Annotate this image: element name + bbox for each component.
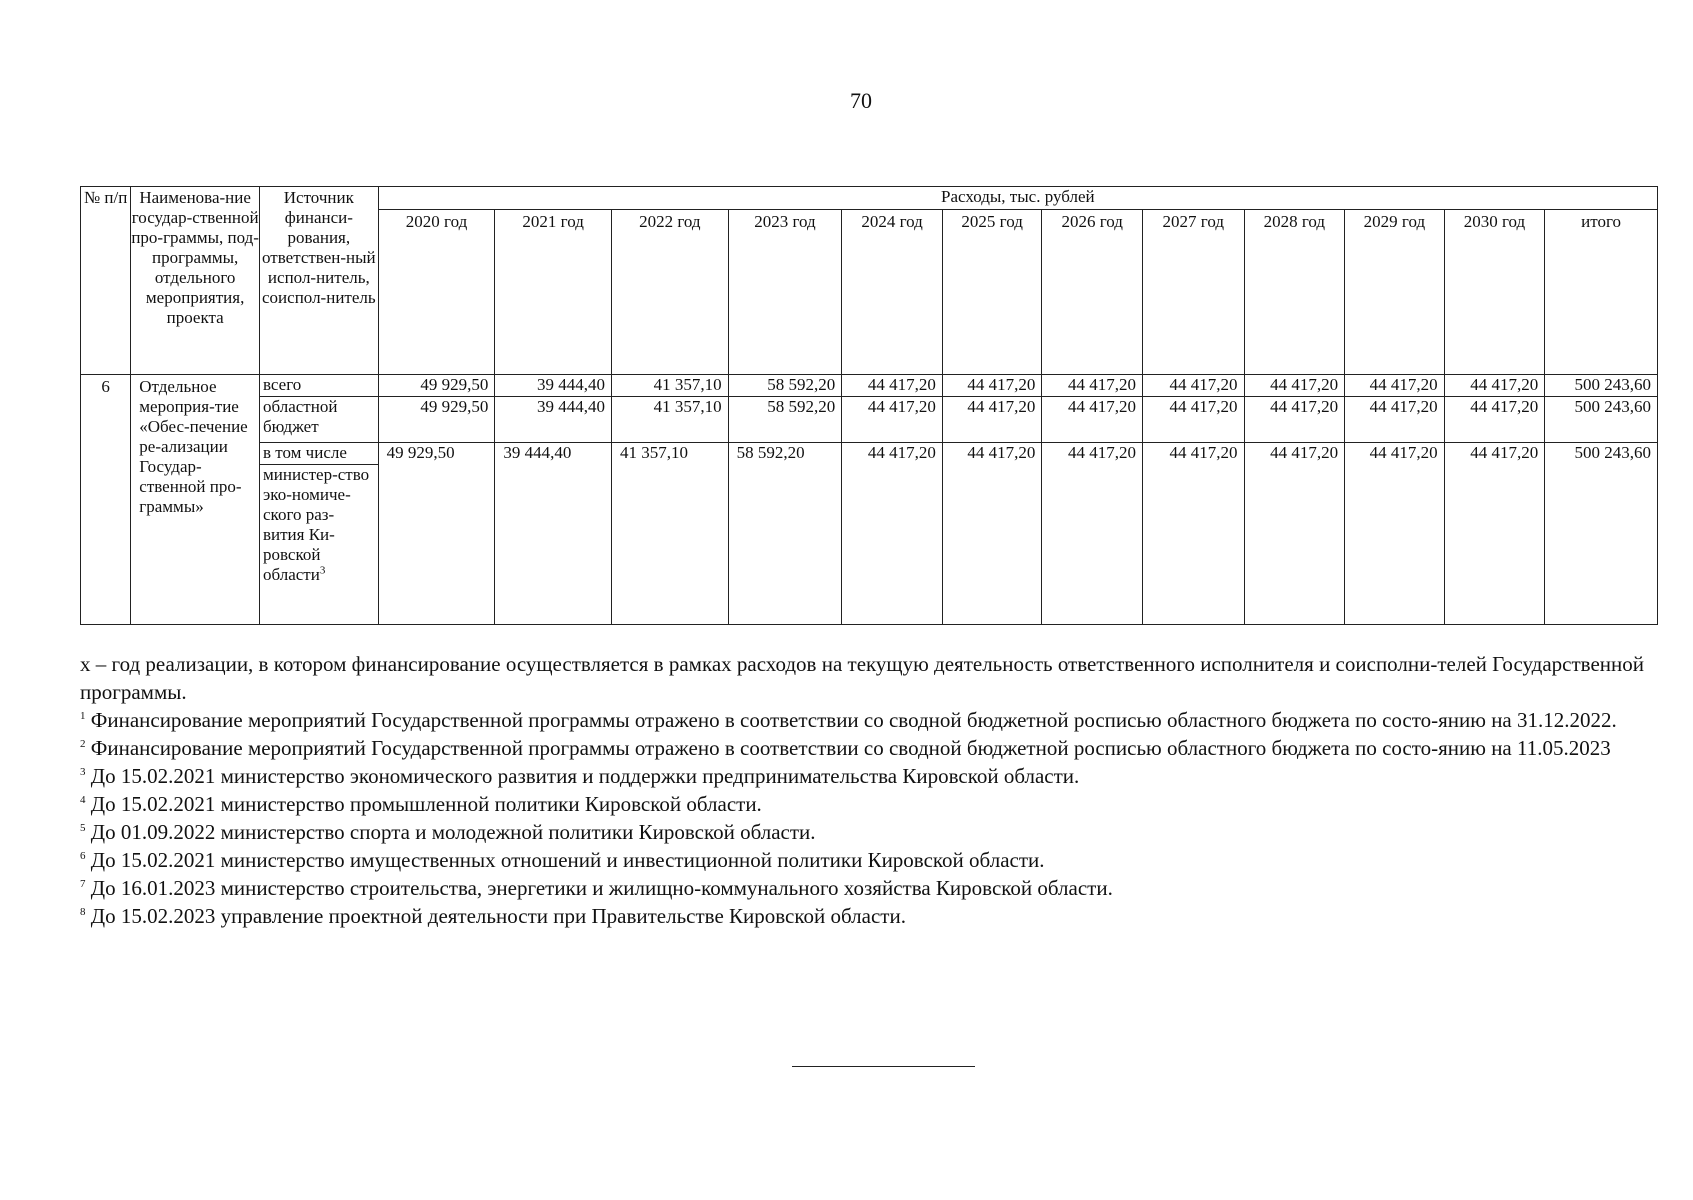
footnote-text: До 15.02.2021 министерство имущественных отношений и инвестиционной политики Кировской области. (85, 848, 1045, 872)
table-row (81, 375, 1658, 397)
footnote-2 (80, 734, 1660, 762)
value-cell: 58 592,20 (728, 397, 842, 443)
footnote-text: До 01.09.2022 министерство спорта и молодежной политики Кировской области. (85, 820, 816, 844)
value-cell: 44 417,20 (1345, 443, 1445, 625)
value-cell: 44 417,20 (842, 375, 943, 397)
header-expenses: Расходы, тыс. рублей (378, 187, 1657, 210)
header-row-top (81, 187, 1658, 210)
header-year: 2020 год (378, 210, 495, 375)
value-cell: 44 417,20 (842, 397, 943, 443)
budget-table (80, 186, 1658, 625)
value-cell: 39 444,40 (495, 397, 612, 443)
value-cell: 44 417,20 (1444, 443, 1545, 625)
value-cell: 41 357,10 (611, 375, 728, 397)
value-cell: 44 417,20 (942, 443, 1042, 625)
footnote-1 (80, 706, 1660, 734)
value-cell: 58 592,20 (728, 443, 842, 625)
value-cell: 44 417,20 (1244, 375, 1345, 397)
footnote-5 (80, 818, 1660, 846)
header-year: 2027 год (1142, 210, 1244, 375)
value-cell: 44 417,20 (1142, 397, 1244, 443)
footnote-text: Финансирование мероприятий Государственной программы отражено в соответствии со сводной бюджетной росписью областного бюджета по состо-янию на 31.12.2022. (85, 708, 1617, 732)
footnote-mark: 6 (80, 850, 86, 862)
value-cell: 41 357,10 (611, 443, 728, 625)
table-row (81, 443, 1658, 465)
source-cell: в том числе (260, 443, 379, 465)
header-year: 2028 год (1244, 210, 1345, 375)
value-cell: 44 417,20 (842, 443, 943, 625)
row-number: 6 (81, 375, 131, 625)
value-cell: 49 929,50 (378, 375, 495, 397)
footnote-text: До 16.01.2023 министерство строительства, энергетики и жилищно-коммунального хозяйства Кировской области. (85, 876, 1113, 900)
footnote-mark: 4 (80, 794, 86, 806)
header-name: Наименова-ние государ-ственной про-граммы, под-программы, отдельного мероприятия, проекта (131, 187, 260, 375)
footnote-mark: 1 (80, 710, 86, 722)
notes-section (80, 650, 1660, 930)
end-rule (792, 1066, 975, 1067)
total-cell: 500 243,60 (1545, 375, 1658, 397)
header-year: 2029 год (1345, 210, 1445, 375)
footnote-text: До 15.02.2021 министерство экономического развития и поддержки предпринимательства Кировской области. (85, 764, 1080, 788)
header-year: 2023 год (728, 210, 842, 375)
footnote-3 (80, 762, 1660, 790)
footnote-4 (80, 790, 1660, 818)
value-cell: 41 357,10 (611, 397, 728, 443)
value-cell: 44 417,20 (1244, 443, 1345, 625)
row-name: Отдельное мероприя-тие «Обес-печение ре-ализации Государ-ственной про-граммы» (131, 375, 260, 625)
value-cell: 49 929,50 (378, 443, 495, 625)
total-cell: 500 243,60 (1545, 443, 1658, 625)
footnote-mark: 8 (80, 906, 86, 918)
footnote-mark: 5 (80, 822, 86, 834)
executor-cell (260, 465, 379, 625)
value-cell: 44 417,20 (1142, 375, 1244, 397)
table-row (81, 397, 1658, 443)
x-note: х – год реализации, в котором финансирование осуществляется в рамках расходов на текущую деятельность ответственного исполнителя и соисполни-телей Государственной программы. (80, 652, 1645, 704)
footnote-8 (80, 902, 1660, 930)
value-cell: 44 417,20 (1042, 375, 1143, 397)
footnote-mark: 2 (80, 738, 86, 750)
value-cell: 44 417,20 (942, 375, 1042, 397)
executor-text: министер-ство эко-номиче-ского раз-вития Ки-ровской области (263, 465, 370, 584)
value-cell: 58 592,20 (728, 375, 842, 397)
header-source: Источник финанси-рования, ответствен-ный испол-нитель, соиспол-нитель (260, 187, 379, 375)
header-year: 2021 год (495, 210, 612, 375)
value-cell: 39 444,40 (495, 443, 612, 625)
value-cell: 44 417,20 (1444, 397, 1545, 443)
header-year: 2026 год (1042, 210, 1143, 375)
value-cell: 44 417,20 (1345, 375, 1445, 397)
source-cell: всего (260, 375, 379, 397)
header-year: 2030 год (1444, 210, 1545, 375)
source-cell: областной бюджет (260, 397, 379, 443)
total-cell: 500 243,60 (1545, 397, 1658, 443)
footnote-7 (80, 874, 1660, 902)
value-cell: 44 417,20 (1142, 443, 1244, 625)
value-cell: 44 417,20 (942, 397, 1042, 443)
footnote-mark: 7 (80, 878, 86, 890)
header-year: 2025 год (942, 210, 1042, 375)
value-cell: 49 929,50 (378, 397, 495, 443)
footnote-mark: 3 (80, 766, 86, 778)
value-cell: 39 444,40 (495, 375, 612, 397)
footnote-6 (80, 846, 1660, 874)
value-cell: 44 417,20 (1042, 397, 1143, 443)
footnote-text: Финансирование мероприятий Государственной программы отражено в соответствии со сводной бюджетной росписью областного бюджета по состо-янию на 11.05.2023 (85, 736, 1611, 760)
header-total: итого (1545, 210, 1658, 375)
header-year: 2024 год (842, 210, 943, 375)
footnote-text: До 15.02.2023 управление проектной деятельности при Правительстве Кировской области. (85, 904, 906, 928)
value-cell: 44 417,20 (1444, 375, 1545, 397)
value-cell: 44 417,20 (1042, 443, 1143, 625)
page-number: 70 (850, 88, 872, 113)
footnote-text: До 15.02.2021 министерство промышленной политики Кировской области. (85, 792, 762, 816)
footnote-mark: 3 (319, 564, 326, 577)
value-cell: 44 417,20 (1345, 397, 1445, 443)
value-cell: 44 417,20 (1244, 397, 1345, 443)
header-year: 2022 год (611, 210, 728, 375)
header-number: № п/п (81, 187, 131, 375)
